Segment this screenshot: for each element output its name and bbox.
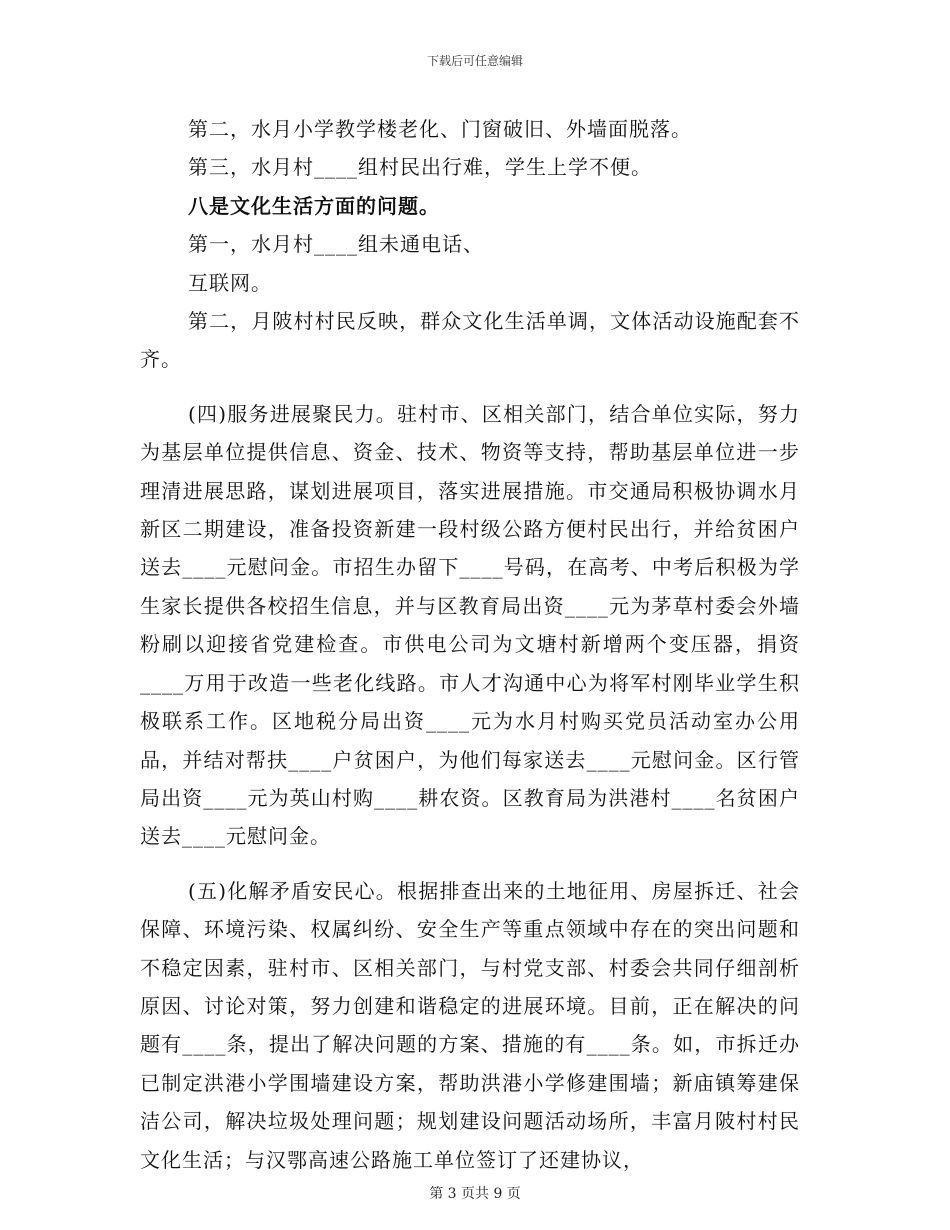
- paragraph: 第三，水月村____组村民出行难，学生上学不便。: [188, 155, 652, 180]
- paragraph: 第二，月陂村村民反映，群众文化生活单调，文体活动设施配套不齐。: [140, 309, 800, 372]
- page-header: 下载后可任意编辑: [426, 54, 523, 68]
- section-heading: 八是文化生活方面的问题。: [188, 193, 440, 218]
- paragraph: 第二，水月小学教学楼老化、门窗破旧、外墙面脱落。: [188, 117, 692, 141]
- page-footer: 第 3 页共 9 页: [429, 1186, 521, 1202]
- paragraph: 互联网。: [188, 270, 272, 295]
- paragraph: 第一，水月村____组未通电话、: [188, 232, 484, 257]
- document-body: [140, 110, 800, 1179]
- paragraph: (四)服务进展聚民力。驻村市、区相关部门，结合单位实际，努力为基层单位提供信息、资金、技术、物资等支持，帮助基层单位进一步理清进展思路，谋划进展项目，落实进展措施。市交通局积极协调水月新区二期建设，准备投资新建一段村级公路方便村民出行，并给贫困户送去____元慰问金。市招生办留下____号码，在高考、中考后积极为学生家长提供各校招生信息，并与区教育局出资____元为茅草村委会外墙粉刷以迎接省党建检查。市供电公司为文塘村新增两个变压器，捐资____万用于改造一些老化线路。市人才沟通中心为将军村刚毕业学生积极联系工作。区地税分局出资____元为水月村购买党员活动室办公用品，并结对帮扶____户贫困户，为他们每家送去____元慰问金。区行管局出资____元为英山村购____耕农资。区教育局为洪港村____名贫困户送去____元慰问金。: [140, 401, 800, 849]
- paragraph: (五)化解矛盾安民心。根据排查出来的土地征用、房屋拆迁、社会保障、环境污染、权属纠纷、安全生产等重点领域中存在的突出问题和不稳定因素，驻村市、区相关部门，与村党支部、村委会共同仔细剖析原因、讨论对策，努力创建和谐稳定的进展环境。目前，正在解决的问题有____条，提出了解决问题的方案、措施的有____条。如，市拆迁办已制定洪港小学围墙建设方案，帮助洪港小学修建围墙；新庙镇筹建保洁公司，解决垃圾处理问题；规划建设问题活动场所，丰富月陂村村民文化生活；与汉鄂高速公路施工单位签订了还建协议，: [140, 878, 800, 1172]
